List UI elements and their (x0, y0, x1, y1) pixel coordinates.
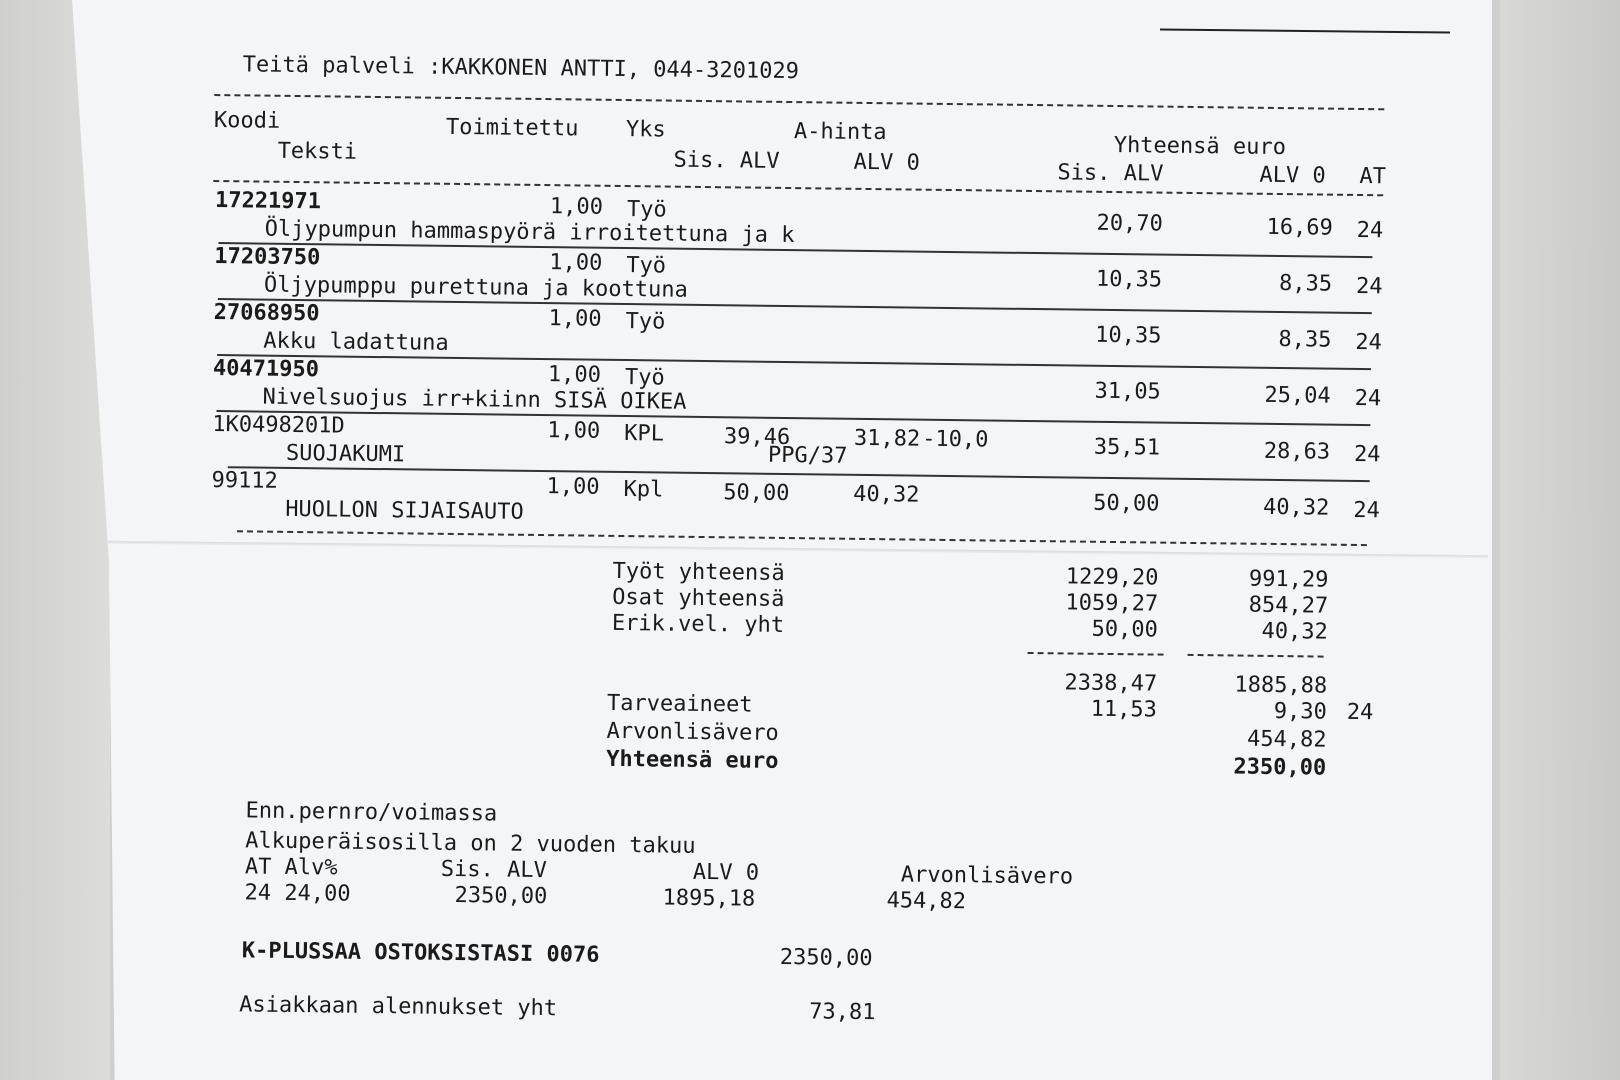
item-description: SUOJAKUMI (285, 440, 406, 468)
summary-erik-incl: 50,00 (1091, 616, 1159, 643)
item-qty: 1,00 (547, 362, 602, 388)
item-total-incl: 10,35 (1095, 266, 1163, 293)
vat-row-at-alv: 24 24,00 (244, 880, 351, 907)
item-total-incl: 20,70 (1096, 210, 1163, 237)
item-at: 24 (1356, 217, 1384, 244)
summary-tyot-incl: 1229,20 (1065, 564, 1159, 591)
item-at: 24 (1353, 441, 1381, 468)
header-yks: Yks (625, 117, 666, 143)
item-code: 17203750 (214, 244, 321, 271)
vat-header-at-alv: AT Alv% (244, 854, 338, 881)
header-at: AT (1359, 163, 1387, 190)
item-at: 24 (1355, 273, 1383, 300)
vat-header-sis-alv: Sis. ALV (440, 856, 547, 884)
header-koodi: Koodi (213, 107, 281, 134)
summary-erik-label: Erik.vel. yht (611, 610, 785, 638)
summary-tyot-label: Työt yhteensä (612, 558, 785, 586)
header-a-hinta: A-hinta (793, 119, 887, 146)
summary-osat-incl: 1059,27 (1065, 590, 1159, 617)
summary-tarve-excl: 9,30 (1273, 698, 1328, 725)
summary-erik-excl: 40,32 (1261, 618, 1329, 645)
header-yhteensa-euro: Yhteensä euro (1113, 132, 1287, 161)
item-price-excl: 31,82 (853, 425, 921, 452)
subtotal-incl: 2338,47 (1064, 670, 1158, 697)
item-at: 24 (1354, 385, 1382, 412)
item-description: HUOLLON SIJAISAUTO (285, 496, 524, 525)
item-qty: 1,00 (549, 194, 604, 220)
header-alv0: ALV 0 (853, 149, 920, 176)
item-total-excl: 28,63 (1263, 438, 1331, 465)
summary-total-value: 2350,00 (1233, 754, 1327, 781)
summary-total-label: Yhteensä euro (606, 746, 779, 774)
subtotal-excl: 1885,88 (1234, 672, 1328, 699)
summary-alv-label: Arvonlisävero (606, 718, 779, 746)
item-total-excl: 25,04 (1264, 382, 1331, 409)
summary-tarve-at: 24 (1346, 699, 1374, 726)
item-price-excl: 40,32 (853, 481, 920, 508)
item-unit: KPL (624, 421, 665, 447)
summary-osat-label: Osat yhteensä (612, 584, 785, 612)
item-description: Nivelsuojus irr+kiinn SISÄ OIKEA (262, 384, 687, 415)
item-code: 27068950 (213, 300, 320, 327)
item-price-incl: 39,46 (723, 424, 791, 451)
item-total-excl: 8,35 (1278, 327, 1332, 353)
item-unit: Työ (625, 309, 666, 335)
vat-row-sis-alv: 2350,00 (454, 882, 548, 910)
item-description: Akku ladattuna (263, 328, 449, 356)
item-code: 1K0498201D (212, 411, 345, 439)
header-teksti: Teksti (277, 138, 358, 165)
item-total-incl: 35,51 (1093, 434, 1161, 461)
alennukset-label: Asiakkaan alennukset yht (239, 992, 558, 1022)
vat-row-alv0: 1895,18 (662, 885, 756, 912)
item-qty: 1,00 (546, 474, 600, 500)
item-code: 17221971 (214, 188, 322, 215)
item-total-incl: 31,05 (1094, 378, 1161, 405)
background-right (1500, 0, 1620, 1080)
item-qty: 1,00 (547, 418, 601, 444)
footer-enn: Enn.pernro/voimassa (245, 798, 498, 827)
kplussa-value: 2350,00 (779, 944, 873, 972)
item-total-excl: 8,35 (1278, 271, 1333, 297)
item-qty: 1,00 (549, 250, 603, 276)
header-total-alv0: ALV 0 (1259, 162, 1326, 189)
vat-header-alv0: ALV 0 (692, 859, 760, 886)
summary-osat-excl: 854,27 (1248, 592, 1329, 619)
item-total-incl: 50,00 (1093, 490, 1160, 517)
item-unit: Työ (626, 253, 667, 279)
item-discount: -10,0 (922, 426, 989, 453)
item-at: 24 (1355, 329, 1383, 356)
summary-tyot-excl: 991,29 (1248, 566, 1329, 593)
kplussa-label: K-PLUSSAA OSTOKSISTASI 0076 (241, 938, 600, 968)
item-at: 24 (1353, 497, 1380, 524)
header-toimitettu: Toimitettu (445, 114, 579, 142)
item-qty: 1,00 (548, 306, 602, 332)
footer-takuu: Alkuperäisosilla on 2 vuoden takuu (245, 828, 696, 859)
item-code: 40471950 (212, 356, 320, 383)
alennukset-value: 73,81 (809, 999, 876, 1026)
item-description: Öljypumpun hammaspyörä irroitettuna ja k (264, 216, 795, 249)
item-price-incl: 50,00 (723, 480, 790, 507)
summary-tarve-incl: 11,53 (1090, 696, 1158, 723)
vat-header-arvonlisavero: Arvonlisävero (900, 862, 1074, 890)
item-unit: Kpl (623, 477, 664, 503)
item-total-excl: 16,69 (1266, 214, 1333, 241)
item-unit: Työ (626, 197, 667, 223)
header-total-sis-alv: Sis. ALV (1057, 160, 1164, 187)
item-unit: Työ (624, 365, 665, 391)
summary-alv-value: 454,82 (1246, 726, 1327, 753)
vat-row-arvonlisavero: 454,82 (886, 888, 967, 915)
item-total-excl: 40,32 (1262, 494, 1330, 521)
item-total-incl: 10,35 (1095, 322, 1162, 349)
item-description: Öljypumppu purettuna ja koottuna (263, 272, 688, 303)
summary-tarve-label: Tarveaineet (606, 690, 753, 718)
item-code: 99112 (211, 467, 279, 494)
item-extra: PPG/37 (767, 442, 848, 469)
served-by: Teitä palveli :KAKKONEN ANTTI, 044-3201029 (242, 52, 800, 85)
header-sis-alv: Sis. ALV (673, 147, 780, 174)
